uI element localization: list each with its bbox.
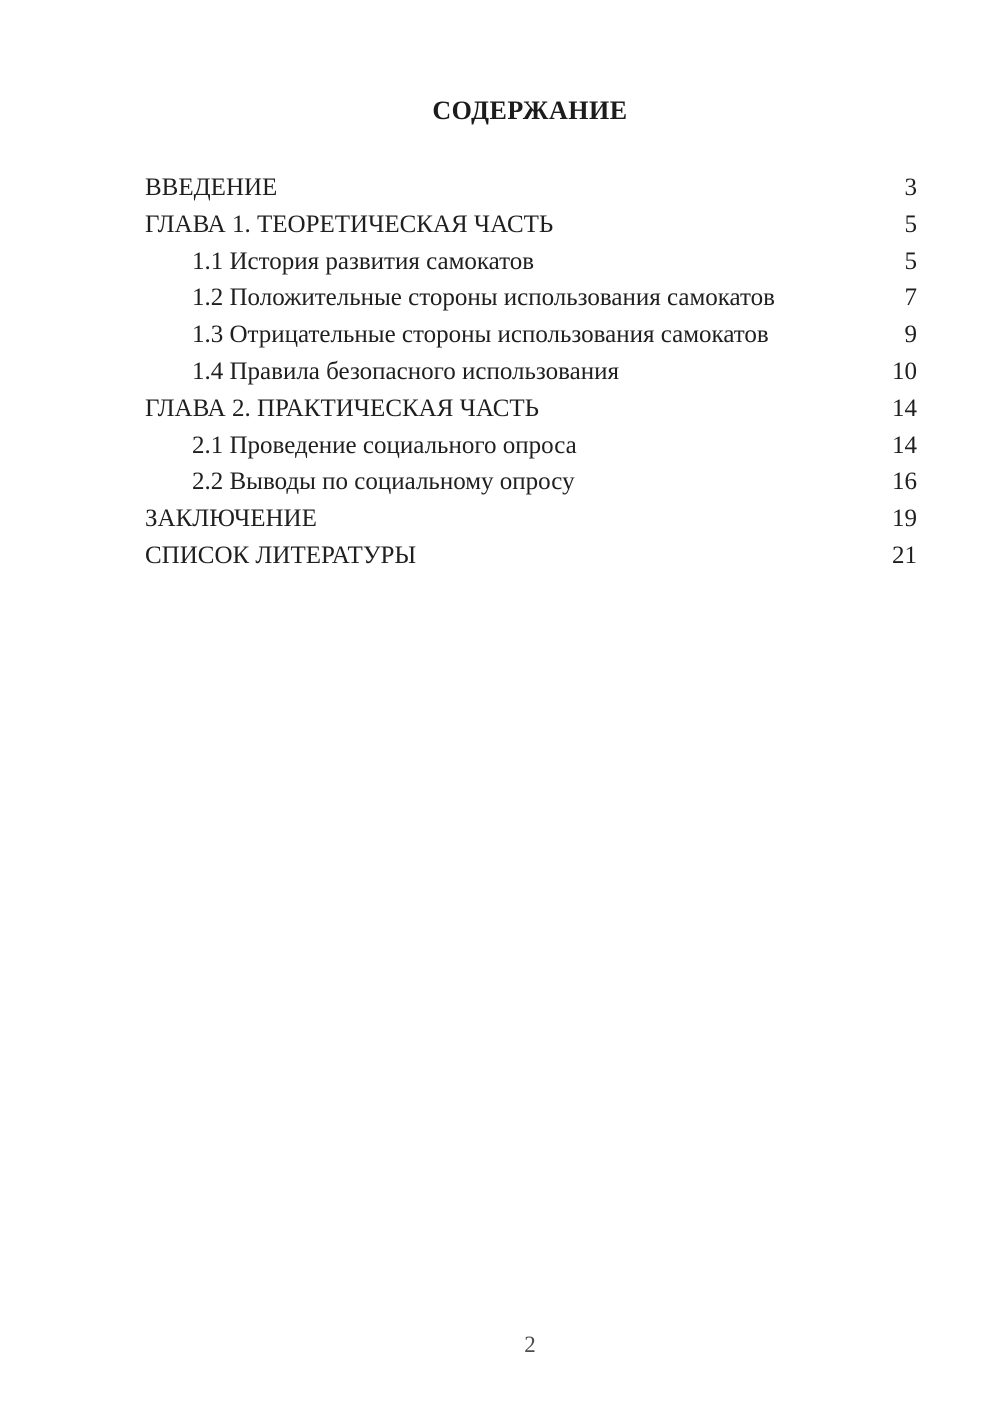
- toc-entry-page-number: 14: [892, 394, 917, 422]
- toc-entry-page-number: 9: [904, 321, 917, 349]
- toc-entry: [145, 317, 917, 354]
- toc-entry-label: 1.2 Положительные стороны использования самокатов: [192, 284, 775, 312]
- toc-entry: [145, 280, 917, 317]
- toc-entry-label: 2.1 Проведение социального опроса: [192, 431, 577, 459]
- toc-entry-page-number: 16: [892, 468, 917, 496]
- toc-entry: [145, 501, 917, 538]
- toc-entry: [145, 170, 917, 207]
- toc-entry-label: 1.3 Отрицательные стороны использования самокатов: [192, 321, 769, 349]
- toc-entry-label: 2.2 Выводы по социальному опросу: [192, 468, 575, 496]
- toc-entry-page-number: 3: [904, 174, 917, 201]
- toc-entry-page-number: 7: [904, 284, 917, 312]
- toc-entry-label: ГЛАВА 2. ПРАКТИЧЕСКАЯ ЧАСТЬ: [145, 394, 540, 422]
- toc-entry-page-number: 5: [904, 210, 917, 238]
- toc-entry-label: ЗАКЛЮЧЕНИЕ: [145, 505, 317, 533]
- toc-entry-label: СПИСОК ЛИТЕРАТУРЫ: [145, 541, 417, 569]
- toc-entry-page-number: 21: [892, 541, 917, 569]
- toc-entry: [145, 207, 917, 244]
- toc-entry: [145, 428, 917, 465]
- toc-entry: [145, 538, 917, 575]
- toc-entry-page-number: 10: [892, 357, 917, 385]
- toc-entry-page-number: 5: [904, 247, 917, 275]
- toc-entry-label: ВВЕДЕНИЕ: [145, 174, 278, 201]
- page-title: СОДЕРЖАНИЕ: [432, 96, 628, 125]
- toc-entry-page-number: 14: [892, 431, 917, 459]
- toc-entry-label: ГЛАВА 1. ТЕОРЕТИЧЕСКАЯ ЧАСТЬ: [145, 210, 554, 238]
- toc-entry: [145, 354, 917, 391]
- table-of-contents: [145, 170, 917, 575]
- toc-entry-page-number: 19: [892, 505, 917, 533]
- toc-entry: [145, 244, 917, 281]
- footer-page-number: 2: [524, 1332, 536, 1357]
- toc-entry-label: 1.4 Правила безопасного использования: [192, 357, 619, 385]
- toc-entry-label: 1.1 История развития самокатов: [192, 247, 535, 275]
- toc-entry: [145, 464, 917, 501]
- toc-entry: [145, 391, 917, 428]
